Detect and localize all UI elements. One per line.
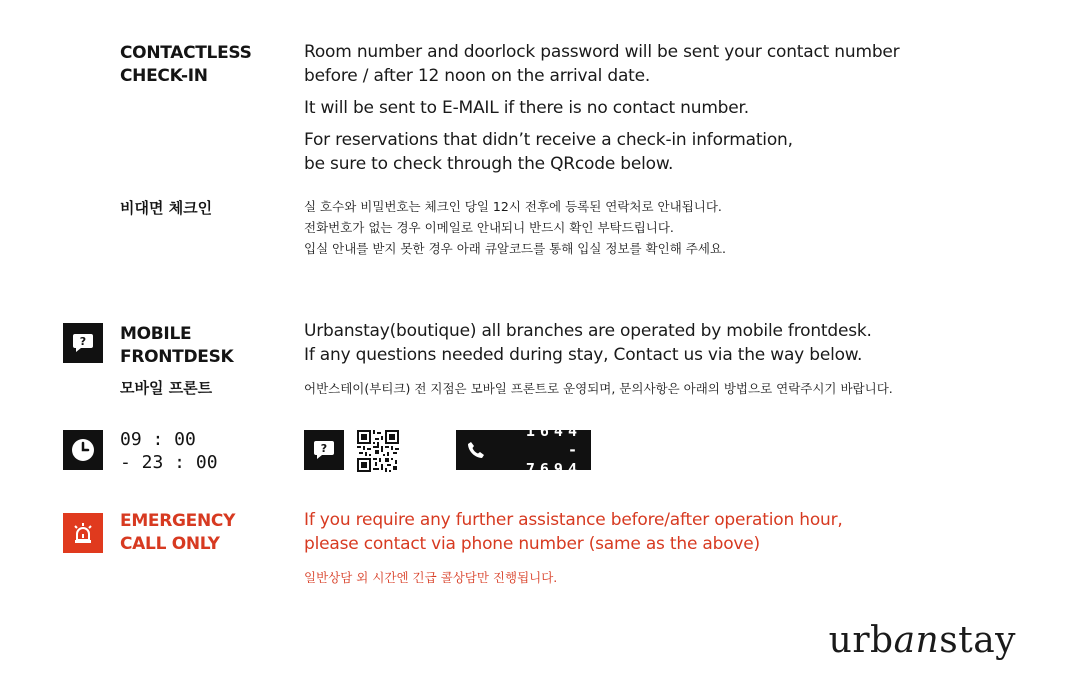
phone-number: 1644 - 7694	[525, 421, 582, 478]
contactless-paragraph-3: For reservations that didn’t receive a check-in information, be sure to check through the QRcode below.	[304, 130, 793, 174]
contactless-kor-line-3: 입실 안내를 받지 못한 경우 아래 큐알코드를 통해 입실 정보를 확인해 주세요.	[304, 241, 727, 256]
svg-text:?: ?	[79, 335, 87, 348]
contactless-kor-body	[304, 196, 1004, 259]
clock-icon	[63, 430, 103, 470]
mobile-frontdesk-body	[304, 319, 1024, 367]
qr-code-icon[interactable]	[357, 430, 399, 472]
contactless-heading: CONTACTLESS CHECK-IN	[120, 43, 252, 86]
contactless-paragraph-2: It will be sent to E-MAIL if there is no contact number.	[304, 98, 749, 118]
svg-text:?: ?	[320, 442, 328, 455]
contactless-kor-line-2: 전화번호가 없는 경우 이메일로 안내되니 반드시 확인 부탁드립니다.	[304, 220, 674, 235]
mobile-frontdesk-kor-heading: 모바일 프론트	[120, 379, 213, 397]
contactless-kor-line-1: 실 호수와 비밀번호는 체크인 당일 12시 전후에 등록된 연락처로 안내됩니다.	[304, 199, 722, 214]
mobile-frontdesk-kor-line: 어반스테이(부티크) 전 지점은 모바일 프론트로 운영되며, 문의사항은 아래의 방법으로 연락주시기 바랍니다.	[304, 381, 893, 396]
operating-hours	[120, 428, 218, 474]
mobile-frontdesk-heading: MOBILE FRONTDESK	[120, 324, 234, 367]
hours-end: - 23 : 00	[120, 452, 218, 473]
contactless-body	[304, 40, 1004, 176]
siren-icon	[63, 513, 103, 553]
mobile-frontdesk-paragraph: Urbanstay(boutique) all branches are operated by mobile frontdesk. If any questions needed during stay, Contact us via the way below.	[304, 321, 872, 365]
emergency-heading: EMERGENCY CALL ONLY	[120, 511, 236, 554]
phone-number-box[interactable]	[456, 421, 591, 478]
emergency-body	[304, 508, 1024, 556]
urbanstay-logo: urbanstay	[828, 620, 1016, 661]
chat-question-icon[interactable]	[304, 430, 344, 470]
emergency-paragraph: If you require any further assistance before/after operation hour, please contact via phone number (same as the above)	[304, 510, 843, 554]
contactless-paragraph-1: Room number and doorlock password will be sent your contact number before / after 12 noon on the arrival date.	[304, 42, 900, 86]
chat-question-icon	[63, 323, 103, 363]
phone-icon	[466, 440, 486, 460]
emergency-kor-line: 일반상담 외 시간엔 긴급 콜상담만 진행됩니다.	[304, 570, 558, 585]
hours-start: 09 : 00	[120, 429, 196, 450]
contactless-kor-heading: 비대면 체크인	[120, 199, 213, 217]
